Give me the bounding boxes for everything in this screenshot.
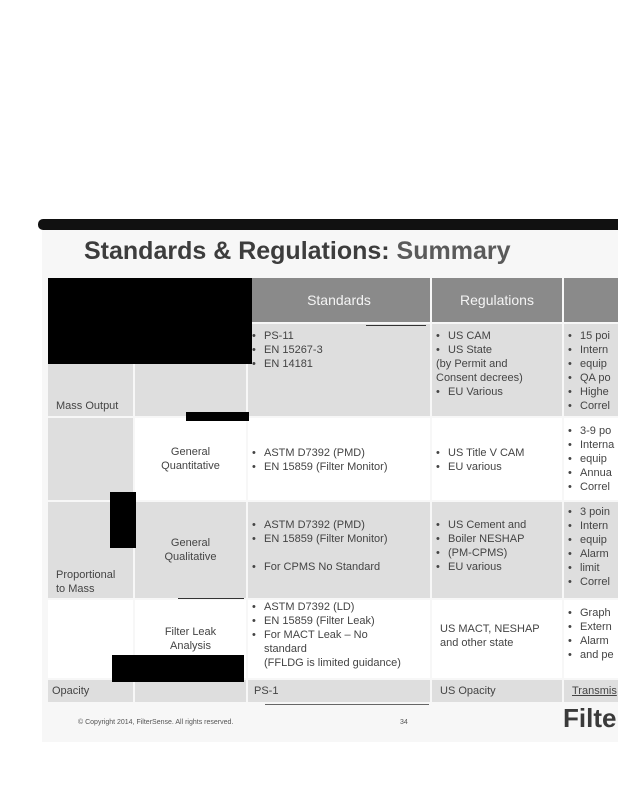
standard-item: • EN 14181 — [248, 357, 430, 371]
standards-header: Standards — [248, 278, 430, 322]
redaction-block — [186, 412, 249, 421]
opacity-label: Opacity — [48, 680, 133, 702]
regulation-line: and other state — [440, 637, 514, 649]
note-item: • Intern — [564, 343, 618, 357]
regulation-item: • EU various — [432, 560, 562, 574]
proportional-label — [52, 568, 134, 596]
note-item: • Interna — [564, 438, 618, 452]
stray-line — [265, 704, 429, 705]
standard-item: (FFLDG is limited guidance) — [264, 657, 401, 669]
filter-leak-regulations — [432, 600, 562, 678]
note-item: • Correl — [564, 480, 618, 494]
opacity-regulations: US Opacity — [432, 680, 562, 702]
proportional-line: Proportional — [56, 569, 116, 581]
redaction-block — [48, 278, 252, 364]
title-accent: Summary — [396, 237, 511, 265]
redaction-block — [110, 492, 136, 548]
note-item: • 3 poin — [564, 505, 618, 519]
regulation-item: • (PM-CPMS) — [432, 546, 562, 560]
regulation-item: • US Cement and — [432, 518, 562, 532]
mass-output-notes — [564, 324, 618, 416]
note-item: • Correl — [564, 575, 618, 589]
note-item: • 3-9 po — [564, 424, 618, 438]
quantitative-regulations — [432, 418, 562, 500]
slide-top-bar — [38, 219, 618, 230]
qualitative-notes — [564, 502, 618, 598]
standard-item: • EN 15859 (Filter Monitor) — [248, 532, 430, 546]
stray-line — [366, 325, 426, 326]
quantitative-standards — [248, 418, 430, 500]
note-item: • QA po — [564, 371, 618, 385]
note-item: • Annua — [564, 466, 618, 480]
sub-label: Quantitative — [161, 460, 220, 472]
regulation-item: (by Permit and — [436, 358, 508, 370]
note-item: • Alarm — [564, 547, 618, 561]
opacity-standards: PS-1 — [248, 680, 430, 702]
sub-label: General — [170, 537, 211, 549]
title-main: Standards & Regulations: — [84, 237, 397, 265]
qualitative-standards — [248, 502, 430, 598]
regulation-item: • EU Various — [432, 385, 562, 399]
note-item: • Alarm — [564, 634, 618, 648]
standard-item: • ASTM D7392 (PMD) — [248, 446, 430, 460]
filter-leak-notes — [564, 600, 618, 678]
mass-output-label: Mass Output — [56, 400, 119, 412]
standard-item: • ASTM D7392 (PMD) — [248, 518, 430, 532]
quantitative-notes — [564, 418, 618, 500]
note-item: • Highe — [564, 385, 618, 399]
standard-item: • For MACT Leak – No — [248, 628, 430, 642]
mass-output-regulations — [432, 324, 562, 416]
note-item: • 15 poi — [564, 329, 618, 343]
stray-line — [178, 598, 244, 599]
mass-output-standards — [248, 324, 430, 416]
regulations-header: Regulations — [432, 278, 562, 322]
note-item: • equip — [564, 533, 618, 547]
regulation-item: • US CAM — [432, 329, 562, 343]
general-qualitative-label — [135, 502, 246, 598]
note-item: • limit — [564, 561, 618, 575]
note-item: • Graph — [564, 606, 618, 620]
regulation-item: Consent decrees) — [436, 372, 523, 384]
note-item: • equip — [564, 452, 618, 466]
standard-item: • PS-11 — [248, 329, 430, 343]
note-item: • and pe — [564, 648, 618, 662]
slide-title — [84, 237, 511, 266]
note-item: • Extern — [564, 620, 618, 634]
sub-label: General — [170, 446, 211, 458]
standard-item: • For CPMS No Standard — [248, 560, 430, 574]
opacity-sub-cell — [135, 680, 246, 702]
standard-item: standard — [264, 643, 307, 655]
general-quantitative-label — [135, 418, 246, 500]
qualitative-regulations — [432, 502, 562, 598]
filter-leak-standards — [248, 600, 430, 678]
standard-item: • EN 15267-3 — [248, 343, 430, 357]
sub-label: Qualitative — [164, 551, 217, 563]
proportional-line: to Mass — [56, 583, 95, 595]
redaction-block — [112, 655, 244, 682]
notes-header — [564, 278, 618, 322]
standard-item: • EN 15859 (Filter Monitor) — [248, 460, 430, 474]
footer-copyright: © Copyright 2014, FilterSense. All rights reserved. — [78, 719, 234, 726]
company-logo: Filte — [563, 703, 617, 733]
note-item: • Correl — [564, 399, 618, 413]
regulation-line: US MACT, NESHAP — [440, 623, 540, 635]
regulation-item: • US State — [432, 343, 562, 357]
opacity-notes: Transmis — [564, 680, 618, 702]
regulation-item: • Boiler NESHAP — [432, 532, 562, 546]
standard-item: • ASTM D7392 (LD) — [248, 600, 430, 614]
sub-label: Analysis — [170, 640, 211, 652]
footer-page-number: 34 — [400, 719, 408, 726]
quantitative-left-cell — [48, 418, 133, 500]
regulation-item: • EU various — [432, 460, 562, 474]
standard-item: • EN 15859 (Filter Leak) — [248, 614, 430, 628]
note-item: • equip — [564, 357, 618, 371]
regulation-item: • US Title V CAM — [432, 446, 562, 460]
note-item: • Intern — [564, 519, 618, 533]
sub-label: Filter Leak — [164, 626, 217, 638]
